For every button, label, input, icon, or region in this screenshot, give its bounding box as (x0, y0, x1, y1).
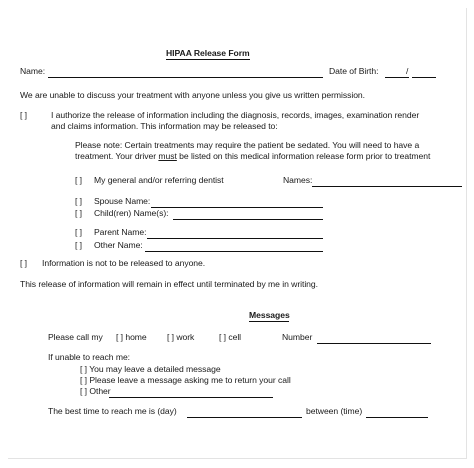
authorize-checkbox[interactable]: [ ] (20, 110, 28, 120)
children-label: Child(ren) Name(s): (94, 208, 169, 218)
best-time-label: The best time to reach me is (day) (48, 406, 177, 416)
messages-underline (249, 321, 289, 322)
dob-slash: / (406, 66, 409, 76)
best-day-field[interactable] (187, 417, 302, 418)
dentist-checkbox[interactable]: [ ] (75, 175, 83, 185)
other-option-field[interactable] (109, 397, 273, 398)
dob-field-month[interactable] (385, 77, 409, 78)
name-label: Name: (20, 66, 46, 76)
children-field[interactable] (173, 219, 323, 220)
note-line-1: Please note: Certain treatments may require the patient be sedated. You will need to have a (75, 140, 420, 150)
return-call-option[interactable]: [ ] Please leave a message asking me to return your call (80, 375, 291, 385)
detailed-message-option[interactable]: [ ] You may leave a detailed message (80, 364, 221, 374)
work-option[interactable]: [ ] work (167, 332, 195, 342)
dentist-label: My general and/or referring dentist (94, 175, 224, 185)
hipaa-release-form-document (8, 8, 467, 459)
spouse-checkbox[interactable]: [ ] (75, 196, 83, 206)
dob-field-year[interactable] (412, 77, 436, 78)
spouse-field[interactable] (151, 207, 323, 208)
parent-label: Parent Name: (94, 227, 147, 237)
dob-label: Date of Birth: (329, 66, 379, 76)
in-effect-text: This release of information will remain in effect until terminated by me in writing. (20, 279, 318, 289)
number-field[interactable] (317, 343, 431, 344)
not-released-checkbox[interactable]: [ ] (20, 258, 28, 268)
note-line-2-before: treatment. Your driver (75, 151, 159, 161)
home-option[interactable]: [ ] home (116, 332, 147, 342)
other-name-checkbox[interactable]: [ ] (75, 240, 83, 250)
other-option[interactable]: [ ] Other (80, 386, 111, 396)
names-field[interactable] (312, 186, 462, 187)
authorize-line-1: I authorize the release of information including the diagnosis, records, images, examination render (51, 110, 420, 120)
note-line-2-after: be listed on this medical information release form prior to treatment (176, 151, 431, 161)
unable-to-reach-label: If unable to reach me: (48, 352, 131, 362)
note-line-2 (75, 151, 430, 162)
not-released-text: Information is not to be released to anyone. (42, 258, 206, 268)
other-name-label: Other Name: (94, 240, 143, 250)
name-field[interactable] (48, 77, 323, 78)
names-label: Names: (283, 175, 313, 185)
parent-field[interactable] (147, 238, 323, 239)
other-name-field[interactable] (145, 251, 323, 252)
messages-heading: Messages (249, 310, 290, 320)
authorize-line-2: and claims information. This information may be released to: (51, 121, 278, 131)
cell-option[interactable]: [ ] cell (219, 332, 242, 342)
title-underline (166, 59, 250, 60)
number-label: Number (282, 332, 313, 342)
please-call-label: Please call my (48, 332, 103, 342)
note-must: must (158, 151, 177, 161)
intro-text: We are unable to discuss your treatment with anyone unless you give us written permission. (20, 90, 365, 100)
best-time-field[interactable] (366, 417, 428, 418)
between-label: between (time) (306, 406, 363, 416)
children-checkbox[interactable]: [ ] (75, 208, 83, 218)
spouse-label: Spouse Name: (94, 196, 151, 206)
form-title: HIPAA Release Form (166, 48, 250, 58)
parent-checkbox[interactable]: [ ] (75, 227, 83, 237)
